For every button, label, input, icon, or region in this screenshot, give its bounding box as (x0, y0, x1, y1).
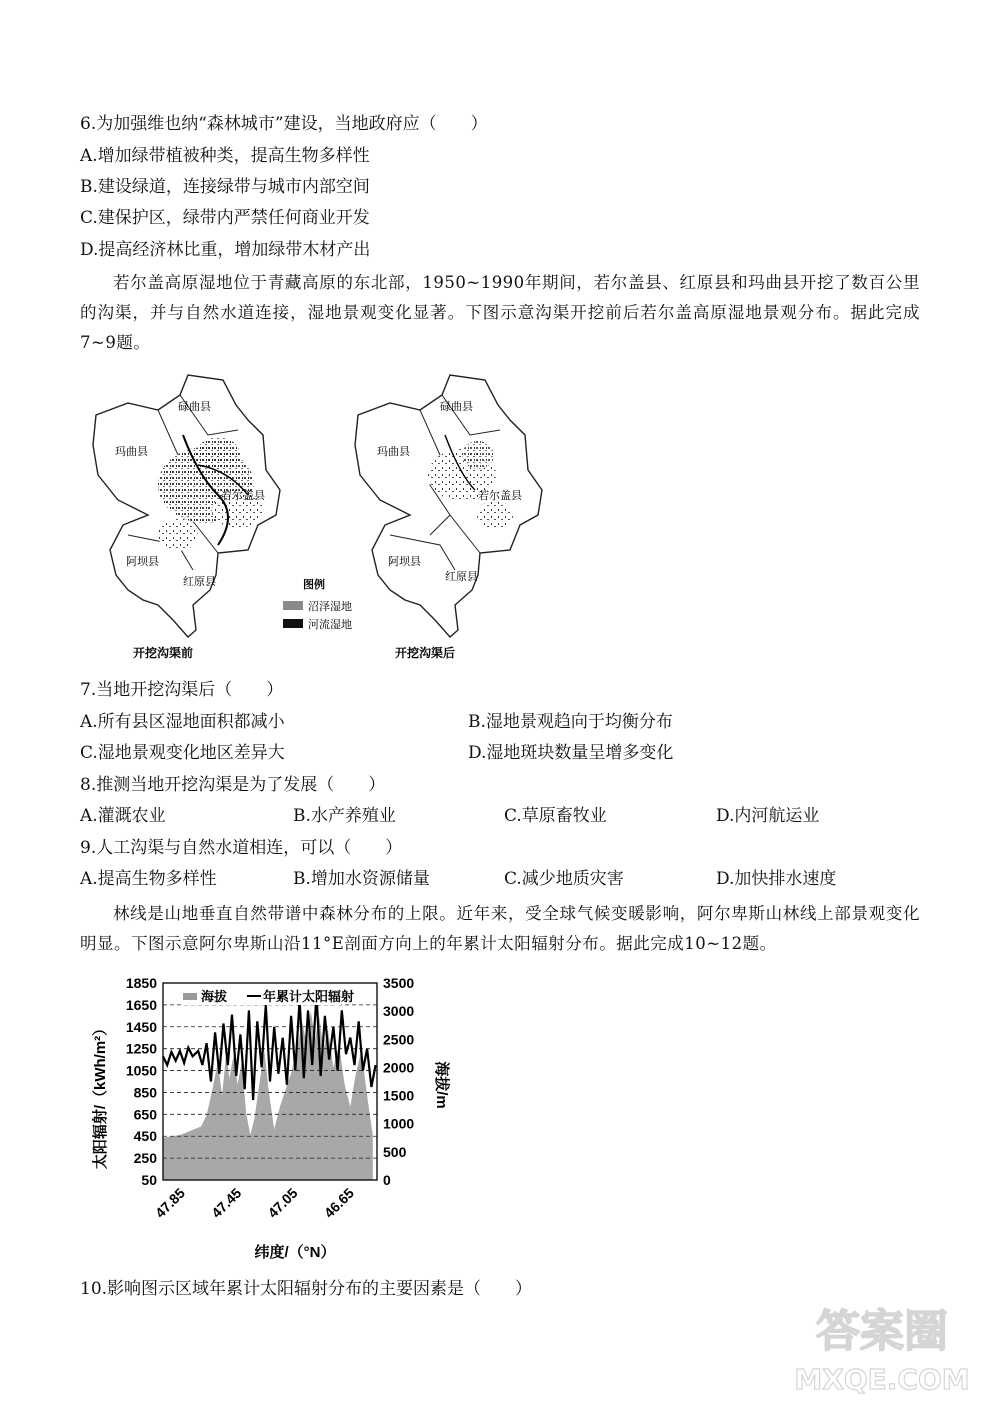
x-tick-47.45: 47.45 (208, 1184, 245, 1221)
q7-option-c: C.湿地景观变化地区差异大 (80, 743, 285, 763)
y-right-tick-0: 0 (383, 1172, 391, 1188)
map-before-label-zoige: 若尔盖县 (221, 490, 265, 502)
legend-swatch-elevation (183, 993, 197, 1000)
legend-swatch-marsh (283, 601, 303, 610)
y-right-tick-500: 500 (383, 1143, 407, 1160)
q8-option-a: A.灌溉农业 (80, 806, 166, 826)
q8-option-b: B.水产养殖业 (293, 806, 396, 826)
q7-option-a: A.所有县区湿地面积都减小 (80, 712, 285, 732)
y-left-tick-1050: 1050 (125, 1062, 157, 1079)
watermark-text-main: 答案圈 (816, 1306, 948, 1357)
y-left-tick-450: 450 (133, 1128, 157, 1145)
y-right-tick-3000: 3000 (383, 1003, 415, 1020)
x-tick-47.85: 47.85 (151, 1184, 189, 1221)
map-before-label-aba: 阿坝县 (126, 556, 159, 568)
x-tick-47.05: 47.05 (264, 1184, 301, 1221)
q8-stem: 8.推测当地开挖沟渠是为了发展（ ） (80, 775, 386, 795)
y-left-tick-1250: 1250 (125, 1040, 157, 1057)
map-after-label-luqu: 碌曲县 (440, 401, 473, 413)
legend-swatch-river (283, 619, 303, 628)
map-after-label-zoige: 若尔盖县 (478, 490, 522, 502)
y-right-tick-2000: 2000 (383, 1059, 415, 1076)
legend-title: 图例 (303, 579, 325, 591)
q9-option-c: C.减少地质灾害 (504, 869, 624, 889)
y-axis-left-title: 太阳辐射/（kWh/m²） (92, 1020, 109, 1170)
y-left-tick-50: 50 (141, 1172, 157, 1188)
legend-label-river: 河流湿地 (308, 619, 352, 631)
q7-stem: 7.当地开挖沟渠后（ ） (80, 680, 284, 700)
q8-option-c: C.草原畜牧业 (504, 806, 607, 826)
map-before-label-luqu: 碌曲县 (178, 401, 211, 413)
q6-option-a: A.增加绿带植被种类，提高生物多样性 (80, 146, 370, 166)
y-right-tick-3500: 3500 (383, 975, 415, 991)
legend-label-marsh: 沼泽湿地 (308, 601, 352, 613)
q9-option-b: B.增加水资源储量 (293, 869, 430, 889)
q7-option-b: B.湿地景观趋向于均衡分布 (468, 712, 673, 732)
x-axis-title: 纬度/（°N） (254, 1244, 336, 1261)
map-before (93, 375, 280, 637)
wetland-map-figure (88, 375, 568, 665)
map-caption-before: 开挖沟渠前 (133, 646, 194, 660)
q9-option-d: D.加快排水速度 (716, 869, 837, 889)
legend-label-radiation: 年累计太阳辐射 (263, 989, 355, 1004)
map-after (355, 375, 542, 637)
map-legend (283, 577, 352, 631)
map-after-label-aba: 阿坝县 (388, 556, 421, 568)
map-after-label-hongyuan: 红原县 (445, 571, 478, 583)
watermark-text-url: MXQE.COM (794, 1363, 970, 1396)
map-caption-after: 开挖沟渠后 (395, 646, 456, 660)
q7-option-d: D.湿地斑块数量呈增多变化 (468, 743, 674, 763)
map-before-label-hongyuan: 红原县 (183, 576, 216, 588)
legend-label-elevation: 海拔 (201, 989, 228, 1004)
y-axis-right-title: 海拔/m (433, 1061, 450, 1109)
q10-stem: 10.影响图示区域年累计太阳辐射分布的主要因素是（ ） (80, 1279, 533, 1299)
q6-stem: 6.为加强维也纳“森林城市”建设，当地政府应（ ） (80, 114, 488, 134)
q9-option-a: A.提高生物多样性 (80, 869, 217, 889)
radiation-chart (85, 975, 450, 1265)
wetland-maps (88, 375, 568, 665)
y-left-tick-250: 250 (133, 1150, 157, 1167)
q9-stem: 9.人工沟渠与自然水道相连，可以（ ） (80, 838, 403, 858)
y-left-tick-1450: 1450 (125, 1018, 157, 1035)
map-after-label-maqu: 玛曲县 (377, 446, 410, 458)
q6-option-d: D.提高经济林比重，增加绿带木材产出 (80, 240, 371, 260)
y-right-tick-2500: 2500 (383, 1031, 415, 1048)
y-left-tick-650: 650 (133, 1106, 157, 1123)
passage-wetland: 若尔盖高原湿地位于青藏高原的东北部，1950~1990年期间，若尔盖县、红原县和玛曲县开挖了数百公里的沟渠，并与自然水道连接，湿地景观变化显著。下图示意沟渠开挖前后若尔盖高原湿地景观分布。据此完成7~9题。 (80, 273, 920, 352)
y-left-tick-1650: 1650 (125, 996, 157, 1013)
radiation-chart-svg (85, 975, 450, 1265)
q6-option-c: C.建保护区，绿带内严禁任何商业开发 (80, 208, 370, 228)
y-right-tick-1000: 1000 (383, 1115, 415, 1132)
y-left-tick-1850: 1850 (125, 975, 157, 991)
x-tick-46.65: 46.65 (320, 1184, 357, 1221)
q8-option-d: D.内河航运业 (716, 806, 820, 826)
q6-option-b: B.建设绿道，连接绿带与城市内部空间 (80, 177, 370, 197)
map-before-label-maqu: 玛曲县 (115, 446, 148, 458)
passage-treeline: 林线是山地垂直自然带谱中森林分布的上限。近年来，受全球气候变暖影响，阿尔卑斯山林线上部景观变化明显。下图示意阿尔卑斯山沿11°E剖面方向上的年累计太阳辐射分布。据此完成10~12题。 (80, 904, 920, 953)
y-right-tick-1500: 1500 (383, 1087, 415, 1104)
y-left-tick-850: 850 (133, 1084, 157, 1101)
watermark (782, 1291, 982, 1401)
